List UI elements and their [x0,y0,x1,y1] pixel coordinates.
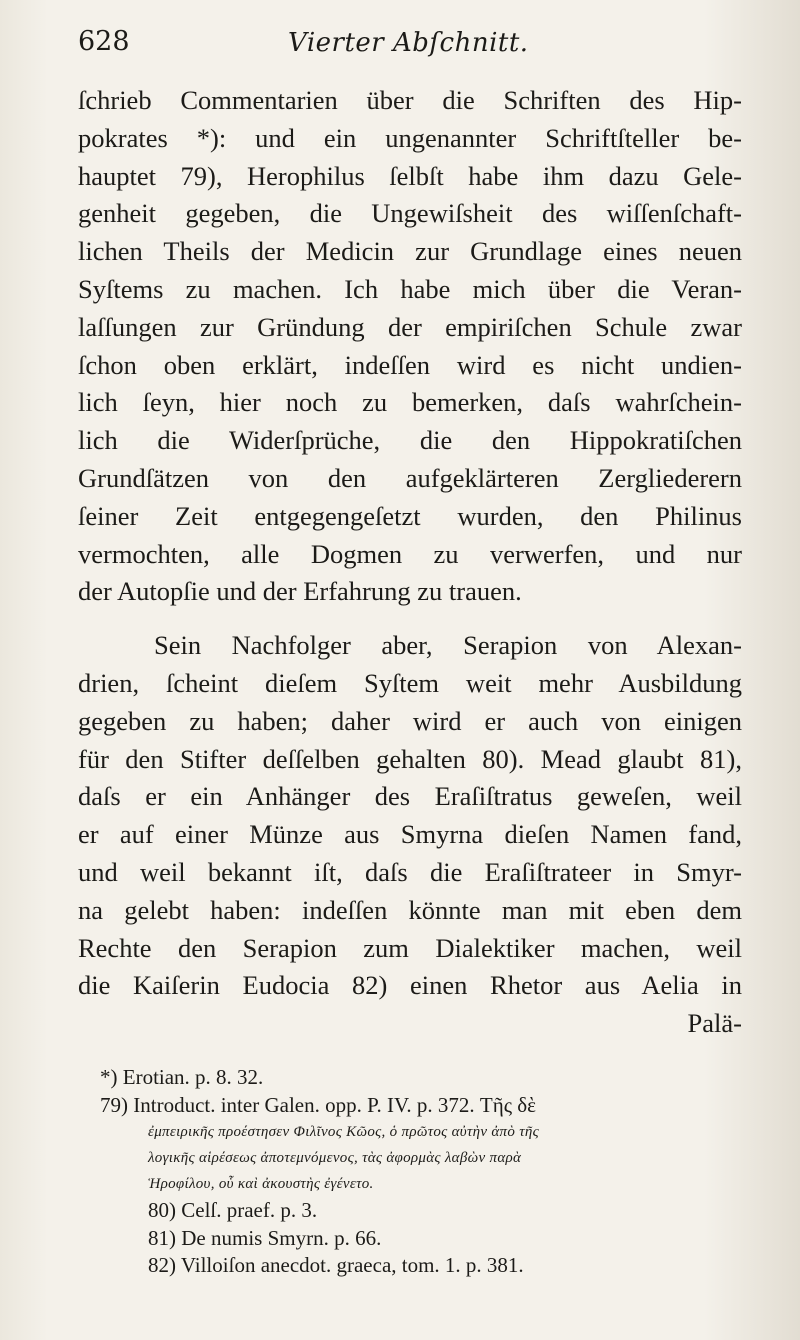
footnote-greek-line: Ἡροφίλου, οὗ καὶ ἀκουστὴς ἐγένετο. [148,1176,374,1192]
footnote: 79) Introduct. inter Galen. opp. P. IV. p. 372. Τῆς δὲ [100,1092,536,1117]
footnote: *) Erotian. p. 8. 32. [100,1065,264,1089]
paragraph-1 [78,82,742,611]
footnote: 80) Celſ. praef. p. 3. [148,1198,318,1222]
text-line: für den Stifter deſſelben gehalten 80). Mead glaubt 81), [78,743,742,774]
text-line: er auf einer Münze aus Smyrna dieſen Namen fand, [78,819,742,850]
text-line: hauptet 79), Herophilus ſelbſt habe ihm dazu Gele- [78,160,742,191]
text-line: gegeben zu haben; daher wird er auch von einigen [78,705,742,736]
text-line: laſſungen zur Gründung der empiriſchen Schule zwar [78,311,742,342]
text-line: daſs er ein Anhänger des Eraſiſtratus geweſen, weil [78,781,742,812]
footnotes [100,1064,750,1280]
text-line: ſchrieb Commentarien über die Schriften des Hip- [78,85,742,115]
text-line: Grundſätzen von den aufgeklärteren Zergliederern [78,462,742,493]
text-line: Syſtems zu machen. Ich habe mich über die Veran- [78,273,742,304]
paragraph-2 [78,627,742,1043]
text-line: pokrates *): und ein ungenannter Schriftſteller be- [78,122,742,153]
text-line: und weil bekannt iſt, daſs die Eraſiſtrateer in Smyr- [78,856,742,887]
text-line: genheit gegeben, die Ungewiſsheit des wiſſenſchaft- [78,198,742,229]
text-line: die Kaiſerin Eudocia 82) einen Rhetor aus Aelia in [78,970,742,1001]
text-line: drien, ſcheint dieſem Syſtem weit mehr Ausbildung [78,667,742,698]
footnote-greek-line: λογικῆς αἱρέσεως ἀποτεμνόμενος, τὰς ἀφορμὰς λαβὼν παρὰ [148,1150,522,1166]
text-line: ſeiner Zeit entgegengeſetzt wurden, den Philinus [78,500,742,531]
text-line: der Autopſie und der Erfahrung zu trauen. [78,576,522,607]
text-line: Sein Nachfolger aber, Serapion von Alexan- [154,630,742,661]
text-line: vermochten, alle Dogmen zu verwerfen, und nur [78,538,742,569]
catchword: Palä- [687,1008,742,1039]
text-line: ſchon oben erklärt, indeſſen wird es nicht undien- [78,349,742,380]
page-number: 628 [78,26,130,57]
main-text [78,82,742,1043]
page-header [78,26,738,66]
running-head: Vierter Abſchnitt. [288,28,529,58]
footnote-greek-line: ἐμπειρικῆς προέστησεν Φιλῖνος Κῶος, ὁ πρῶτος αὐτὴν ἀπὸ τῆς [148,1124,540,1140]
footnote: 82) Villoiſon anecdot. graeca, tom. 1. p. 381. [148,1253,524,1277]
text-line: Rechte den Serapion zum Dialektiker machen, weil [78,932,742,963]
text-line: lich die Widerſprüche, die den Hippokratiſchen [78,425,742,456]
footnote: 81) De numis Smyrn. p. 66. [148,1225,382,1250]
text-line: lich ſeyn, hier noch zu bemerken, daſs wahrſchein- [78,387,742,418]
text-line: na gelebt haben: indeſſen könnte man mit eben dem [78,894,742,925]
text-line: lichen Theils der Medicin zur Grundlage eines neuen [78,236,742,267]
